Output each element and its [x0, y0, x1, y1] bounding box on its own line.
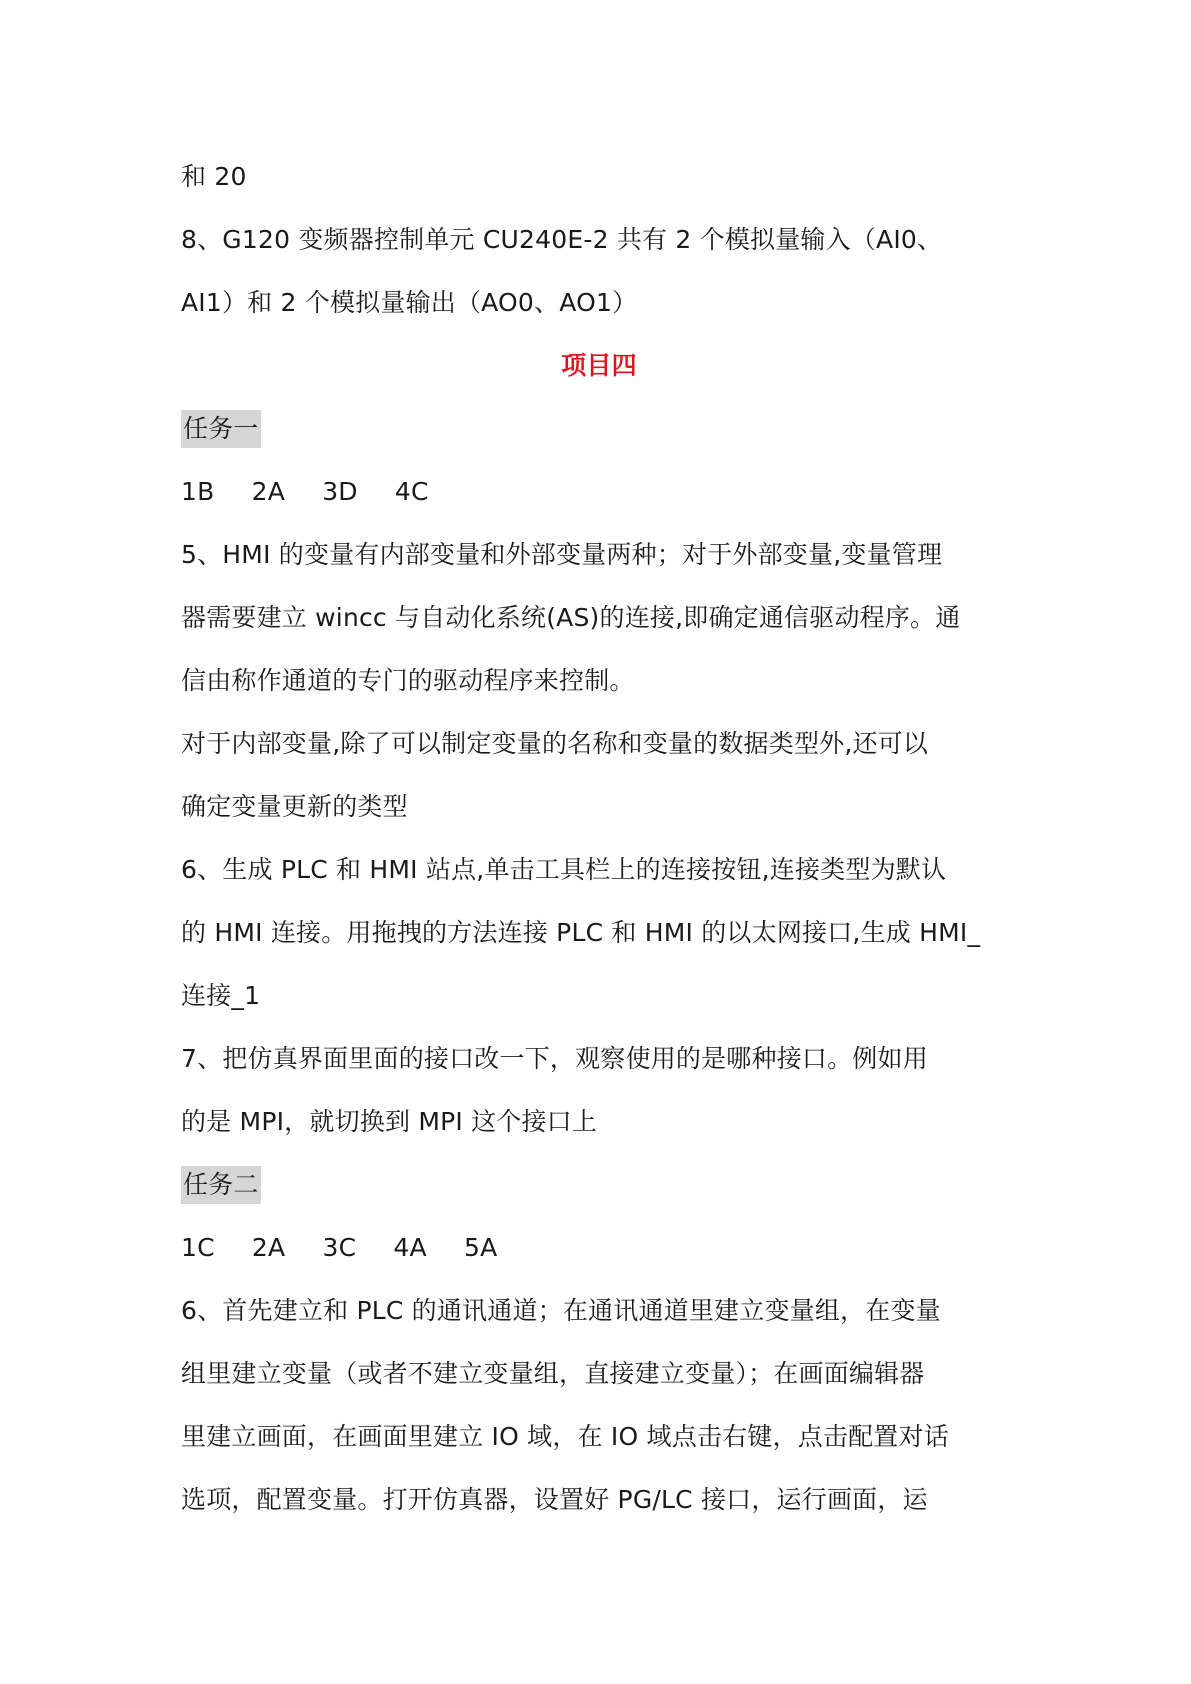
- text-line: 对于内部变量,除了可以制定变量的名称和变量的数据类型外,还可以: [181, 729, 929, 758]
- text-line: 8、G120 变频器控制单元 CU240E-2 共有 2 个模拟量输入（AI0、: [181, 225, 943, 254]
- task1-answers: [181, 460, 1017, 523]
- text-line: 的是 MPI，就切换到 MPI 这个接口上: [181, 1107, 598, 1136]
- text-line: 7、把仿真界面里面的接口改一下，观察使用的是哪种接口。例如用: [181, 1044, 928, 1073]
- text-line: 选项，配置变量。打开仿真器，设置好 PG/LC 接口，运行画面，运: [181, 1485, 928, 1514]
- text-line: 里建立画面，在画面里建立 IO 域，在 IO 域点击右键，点击配置对话: [181, 1422, 949, 1451]
- text-line: 连接_1: [181, 981, 261, 1010]
- document-page: [181, 145, 1017, 1531]
- answer: 1B: [181, 477, 215, 506]
- text-line: 6、首先建立和 PLC 的通讯通道；在通讯通道里建立变量组，在变量: [181, 1296, 941, 1325]
- answer: 3C: [322, 1233, 357, 1262]
- task2-heading-row: [181, 1153, 1017, 1216]
- answer: 4A: [393, 1233, 427, 1262]
- text-line: 的 HMI 连接。用拖拽的方法连接 PLC 和 HMI 的以太网接口,生成 HMI_: [181, 918, 981, 947]
- task2-answers: [181, 1216, 1017, 1279]
- answer: 2A: [251, 1233, 286, 1262]
- task1-heading: 任务一: [181, 410, 261, 448]
- answer: 1C: [181, 1233, 215, 1262]
- project-title: 项目四: [561, 351, 637, 380]
- task2-heading: 任务二: [181, 1166, 261, 1204]
- task1-heading-row: [181, 397, 1017, 460]
- text-line: 器需要建立 wincc 与自动化系统(AS)的连接,即确定通信驱动程序。通: [181, 603, 961, 632]
- text-line: 和 20: [181, 162, 247, 191]
- text-line: 5、HMI 的变量有内部变量和外部变量两种；对于外部变量,变量管理: [181, 540, 943, 569]
- text-line: 信由称作通道的专门的驱动程序来控制。: [181, 666, 635, 695]
- text-line: 6、生成 PLC 和 HMI 站点,单击工具栏上的连接按钮,连接类型为默认: [181, 855, 947, 884]
- text-line: 组里建立变量（或者不建立变量组，直接建立变量）；在画面编辑器: [181, 1359, 925, 1388]
- text-line: AI1）和 2 个模拟量输出（AO0、AO1）: [181, 288, 638, 317]
- answer: 2A: [251, 477, 286, 506]
- answer: 4C: [394, 477, 429, 506]
- answer: 3D: [322, 477, 358, 506]
- text-line: 确定变量更新的类型: [181, 792, 408, 821]
- answer: 5A: [464, 1233, 498, 1262]
